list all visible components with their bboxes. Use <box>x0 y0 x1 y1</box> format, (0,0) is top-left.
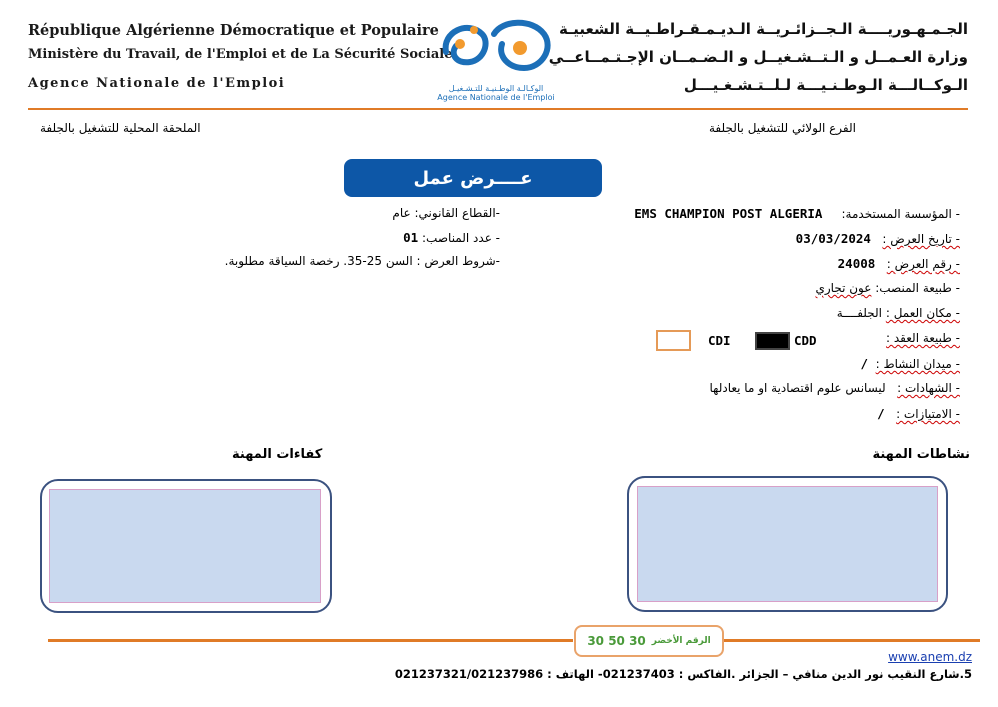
header-ar-line2: وزارة العـمــل و الـتــشـغيــل و الـضـمــان الإجـتـمــاعــي <box>548 48 968 66</box>
field-offer-number <box>540 256 960 281</box>
footer-divider-left <box>48 639 573 642</box>
activities-panel <box>627 476 948 612</box>
footer-divider-right <box>722 639 980 642</box>
field-label: - الشهادات : <box>897 381 960 395</box>
field-value: السن 25-35. رخصة السياقة مطلوبة. <box>224 254 413 268</box>
field-label: - المؤسسة المستخدمة: <box>841 207 960 221</box>
competencies-heading: كفاءات المهنة <box>232 447 323 462</box>
left-fields <box>120 206 500 278</box>
logo-caption-fr: Agence Nationale de l'Emploi <box>437 93 555 102</box>
field-label: - الامتيازات : <box>896 407 960 421</box>
field-value: عون تجاري <box>815 281 872 295</box>
logo-caption-ar: الوكـالـة الوطـنيـة للتـشـغيـل <box>448 84 544 93</box>
activities-heading: نشاطات المهنة <box>872 447 970 462</box>
field-activity-domain <box>540 356 960 381</box>
cdd-checkbox[interactable] <box>755 332 790 350</box>
offer-title <box>344 159 602 197</box>
header-fr-line3: Agence Nationale de l'Emploi <box>28 76 286 91</box>
header-ar-line3: الـوكــالـــة الـوطـنـيـــة لـلــتـشـغـيـــل <box>683 76 968 94</box>
field-benefits <box>540 406 960 431</box>
field-position-type <box>540 281 960 306</box>
field-value: 24008 <box>837 256 876 271</box>
right-fields <box>540 206 960 431</box>
field-employer <box>540 206 960 231</box>
field-value: / <box>877 406 885 421</box>
field-value: 03/03/2024 <box>795 231 871 246</box>
cdi-checkbox[interactable] <box>656 330 691 351</box>
field-conditions <box>120 254 500 278</box>
field-contract-type <box>540 331 960 356</box>
field-legal-sector <box>120 206 500 230</box>
website-link[interactable]: www.anem.dz <box>888 650 972 664</box>
field-label: - طبيعة العقد : <box>886 331 960 345</box>
field-diplomas <box>540 381 960 406</box>
field-value: الجلفــــة <box>836 306 883 320</box>
header-fr-line2: Ministère du Travail, de l'Emploi et de La Sécurité Sociale <box>28 47 453 62</box>
anem-logo <box>432 14 560 104</box>
green-number-label: الرقم الأخضر <box>651 636 711 646</box>
field-label: - طبيعة المنصب: <box>875 281 960 295</box>
header-divider <box>28 108 968 110</box>
header-ar-line1: الجـمـهـوريــــة الـجــزائـريــة الـديـمـقـراطـيــة الشعبيـة <box>559 20 968 38</box>
competencies-panel <box>40 479 332 613</box>
field-label: - مكان العمل : <box>885 306 960 320</box>
field-label: - تاريخ العرض : <box>882 232 960 246</box>
branch-right: الفرع الولائي للتشغيل بالجلفة <box>709 121 856 135</box>
green-number-badge <box>574 625 724 657</box>
field-label: - عدد المناصب: <box>422 231 500 245</box>
field-value: 01 <box>403 230 419 245</box>
field-value: عام <box>392 206 411 220</box>
cdd-label: CDD <box>794 333 817 348</box>
branch-left: الملحقة المحلية للتشغيل بالجلفة <box>40 121 201 135</box>
field-label: -القطاع القانوني: <box>414 206 500 220</box>
field-workplace <box>540 306 960 331</box>
competencies-field[interactable] <box>49 489 321 603</box>
field-label: -شروط العرض : <box>416 254 500 268</box>
footer-address: 5.شارع النقيب نور الدين منافي – الجزائر .الفاكس : 021237403- الهاتف : 021237321/021237986 <box>394 667 972 681</box>
field-value: / <box>860 356 868 371</box>
field-label: - رقم العرض : <box>886 257 960 271</box>
activities-field[interactable] <box>637 486 938 602</box>
header-fr-line1: République Algérienne Démocratique et Populaire <box>28 22 439 39</box>
field-label: - ميدان النشاط : <box>875 357 960 371</box>
field-positions-count <box>120 230 500 254</box>
field-value: ليسانس علوم اقتصادية او ما يعادلها <box>709 381 886 395</box>
offer-title-text: عــــرض عمل <box>413 167 533 189</box>
field-value: EMS CHAMPION POST ALGERIA <box>634 206 823 221</box>
green-number: 30 50 30 <box>587 634 646 648</box>
anem-logo-icon <box>432 14 560 80</box>
field-offer-date <box>540 231 960 256</box>
cdi-label: CDI <box>708 333 731 348</box>
